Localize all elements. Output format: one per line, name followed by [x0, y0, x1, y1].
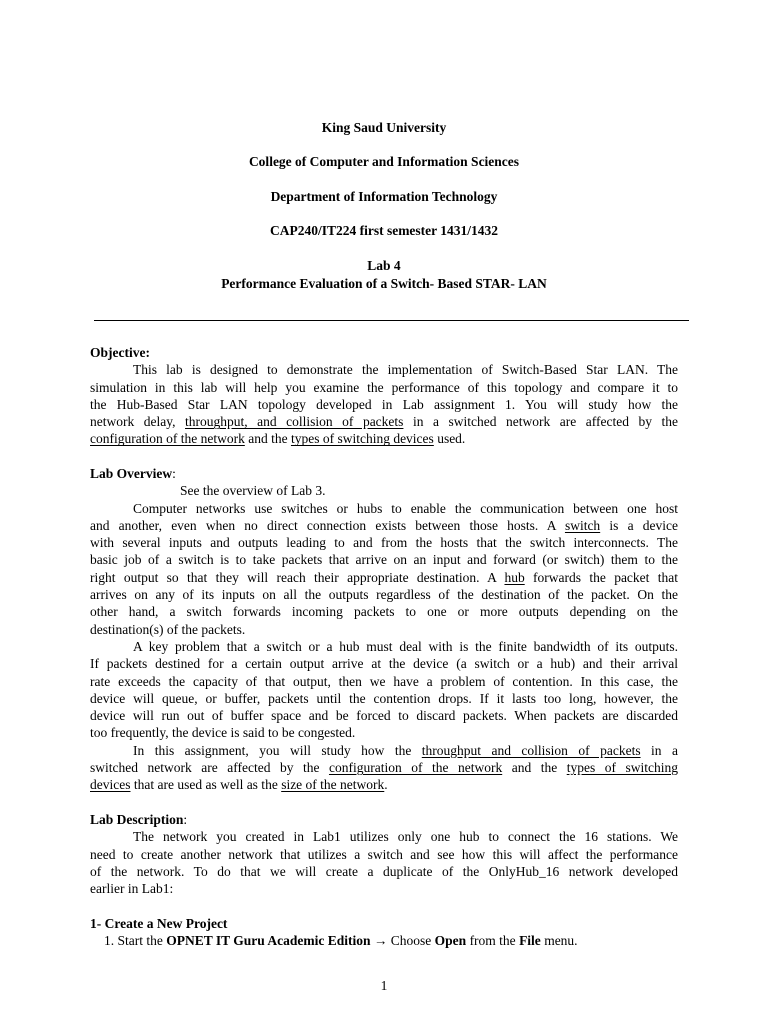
- objective-heading: Objective:: [90, 345, 150, 360]
- step1-section: [90, 915, 678, 950]
- overview-line: other hand, a switch forwards incoming packets to one or more outputs depending on the: [90, 604, 678, 620]
- overview-line: device will queue, or buffer, packets until the contention drops. If it lasts too long, however, the: [90, 690, 678, 706]
- overview-line: Computer networks use switches or hubs to enable the communication between one host: [133, 500, 678, 516]
- objective-line: This lab is designed to demonstrate the implementation of Switch-Based Star LAN. The: [133, 362, 678, 378]
- overview-line: devices that are used as well as the size of the network.: [90, 777, 388, 793]
- description-line: The network you created in Lab1 utilizes only one hub to connect the 16 stations. We: [133, 829, 678, 845]
- course-info: CAP240/IT224 first semester 1431/1432: [269, 223, 499, 238]
- overview-line: too frequently, the device is said to be congested.: [90, 725, 356, 741]
- overview-line: rate exceeds the capacity of that output, then we have a problem of contention. In this case, the: [90, 673, 678, 689]
- objective-line: configuration of the network and the types of switching devices used.: [90, 431, 466, 447]
- overview-line: right output so that they will reach their appropriate destination. A hub forwards the packet that: [90, 569, 678, 585]
- objective-line: the Hub-Based Star LAN topology developed in Lab assignment 1. You will study how the: [90, 396, 678, 412]
- overview-line: In this assignment, you will study how the throughput and collision of packets in a: [133, 742, 678, 758]
- objective-line: simulation in this lab will help you examine the performance of this topology and compare it to: [90, 379, 678, 395]
- underlined-term: configuration of the network: [90, 431, 245, 447]
- underlined-term: configuration of the network: [328, 760, 503, 776]
- description-line: of the network. To do that we will create a duplicate of the OnlyHub_16 network developed: [90, 863, 678, 879]
- underlined-term: switch: [564, 517, 601, 533]
- description-section: [90, 811, 678, 897]
- header-divider: [94, 320, 689, 321]
- page-number: 1: [380, 978, 388, 993]
- overview-section: [90, 465, 678, 794]
- underlined-term: devices: [90, 777, 131, 793]
- university-name: King Saud University: [321, 120, 447, 135]
- description-line: earlier in Lab1:: [90, 881, 174, 897]
- overview-line: and another, even when no direct connection exists between those hosts. A switch is a device: [90, 517, 678, 533]
- step1-heading: 1- Create a New Project: [90, 916, 228, 931]
- underlined-term: throughput and collision of packets: [421, 742, 641, 758]
- description-heading: Lab Description:: [90, 812, 188, 827]
- description-line: need to create another network that utilizes a switch and see how this will affect the performance: [90, 846, 678, 862]
- overview-line: destination(s) of the packets.: [90, 621, 246, 637]
- objective-line: network delay, throughput, and collision of packets in a switched network are affected by the: [90, 414, 678, 430]
- college-name: College of Computer and Information Sciences: [248, 154, 520, 169]
- underlined-term: types of switching: [566, 760, 678, 776]
- arrow-right-icon: →: [373, 933, 388, 949]
- overview-line: with several inputs and outputs leading to and from the hosts that the switch interconnects. The: [90, 535, 678, 551]
- underlined-term: types of switching devices: [290, 431, 434, 447]
- overview-line: switched network are affected by the configuration of the network and the types of switching: [90, 760, 678, 776]
- lab-number: Lab 4: [367, 258, 401, 273]
- overview-heading: Lab Overview:: [90, 466, 176, 481]
- overview-reference: See the overview of Lab 3.: [180, 483, 326, 499]
- objective-section: [90, 344, 678, 448]
- underlined-term: size of the network: [281, 777, 385, 793]
- overview-line: A key problem that a switch or a hub must deal with is the finite bandwidth of its outputs.: [133, 638, 678, 654]
- overview-line: basic job of a switch is to take packets that arrive on an input and forward (or switch) them to the: [90, 552, 678, 568]
- overview-line: device will run out of buffer space and be forced to discard packets. When packets are discarded: [90, 708, 678, 724]
- underlined-term: hub: [504, 569, 525, 585]
- department-name: Department of Information Technology: [270, 189, 498, 204]
- overview-line: arrives on any of its inputs on all the outputs regardless of the destination of the packet. On the: [90, 587, 678, 603]
- lab-title: Performance Evaluation of a Switch- Based STAR- LAN: [221, 276, 547, 291]
- underlined-term: throughput, and collision of packets: [185, 414, 404, 430]
- overview-line: If packets destined for a certain output arrive at the device (a switch or a hub) and their arrival: [90, 656, 678, 672]
- step1-instruction: 1. Start the OPNET IT Guru Academic Edition → Choose Open from the File menu.: [104, 933, 578, 949]
